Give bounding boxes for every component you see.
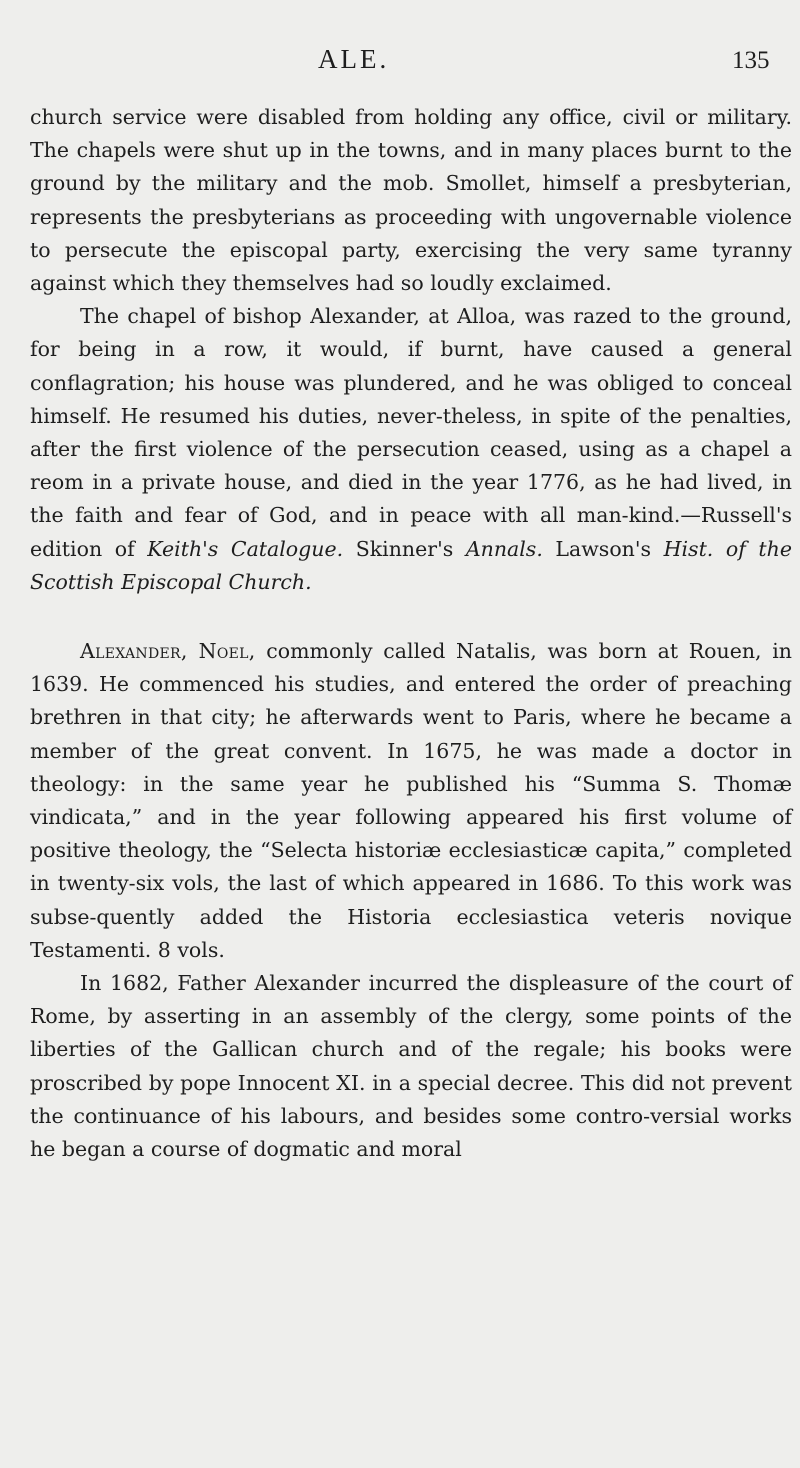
paragraph-3-text: commonly called Natalis, was born at Rouen, in 1639. He commenced his studies, and entered the order of preaching brethren in that city; he afterwards went to Paris, where he became a member of the great convent. In 1675, he was made a doctor in theology: in the same year he published his “Summa S. Thomæ vindicata,” and in the year following appeared his first volume of positive theology, the “Selecta historiæ ecclesiasticæ capita,” completed in twenty-six vols, the last of which appeared in 1686. To this work was subse-quently added the Historia ecclesiastica veteris novique Testamenti. 8 vols.: [30, 639, 792, 962]
running-head: [0, 44, 800, 84]
citation-keith-catalogue: Keith's Catalogue.: [147, 536, 344, 561]
entry-heading-alexander-noel: Alexander, Noel,: [80, 639, 256, 664]
paragraph-2: [30, 300, 792, 599]
citation-skinner: Skinner's: [343, 536, 466, 561]
running-title: ALE.: [318, 44, 390, 74]
citation-lawson: Lawson's: [542, 536, 664, 561]
page-number: 135: [732, 47, 770, 74]
paragraph-4: In 1682, Father Alexander incurred the displeasure of the court of Rome, by asserting in an assembly of the clergy, some points of the liberties of the Gallican church and of the regale; his books were proscribed by pope Innocent XI. in a special decree. This did not prevent the continuance of his labours, and besides some contro-versial works he began a course of dogmatic and moral: [30, 971, 792, 1162]
body-text: [30, 101, 792, 1166]
citation-annals: Annals.: [465, 536, 543, 561]
paragraph-2-text: The chapel of bishop Alexander, at Alloa, was razed to the ground, for being in a row, it would, if burnt, have caused a general conflagration; his house was plundered, and he was obliged to conceal himself. He resumed his duties, never-theless, in spite of the penalties, after the first violence of the persecution ceased, using as a chapel a reom in a private house, and died in the year 1776, as he had lived, in the faith and fear of God, and in peace with all man-kind.—Russell's edition of: [30, 304, 792, 561]
paragraph-1: church service were disabled from holding any office, civil or military. The chapels were shut up in the towns, and in many places burnt to the ground by the military and the mob. Smollet, himself a presbyterian, represents the presbyterians as proceeding with ungovernable violence to persecute the episcopal party, exercising the very same tyranny against which they themselves had so loudly exclaimed.: [30, 105, 792, 296]
citation-history-episcopal-church: Hist. of the Scottish Episcopal Church.: [30, 536, 792, 594]
paragraph-3: [30, 635, 792, 967]
